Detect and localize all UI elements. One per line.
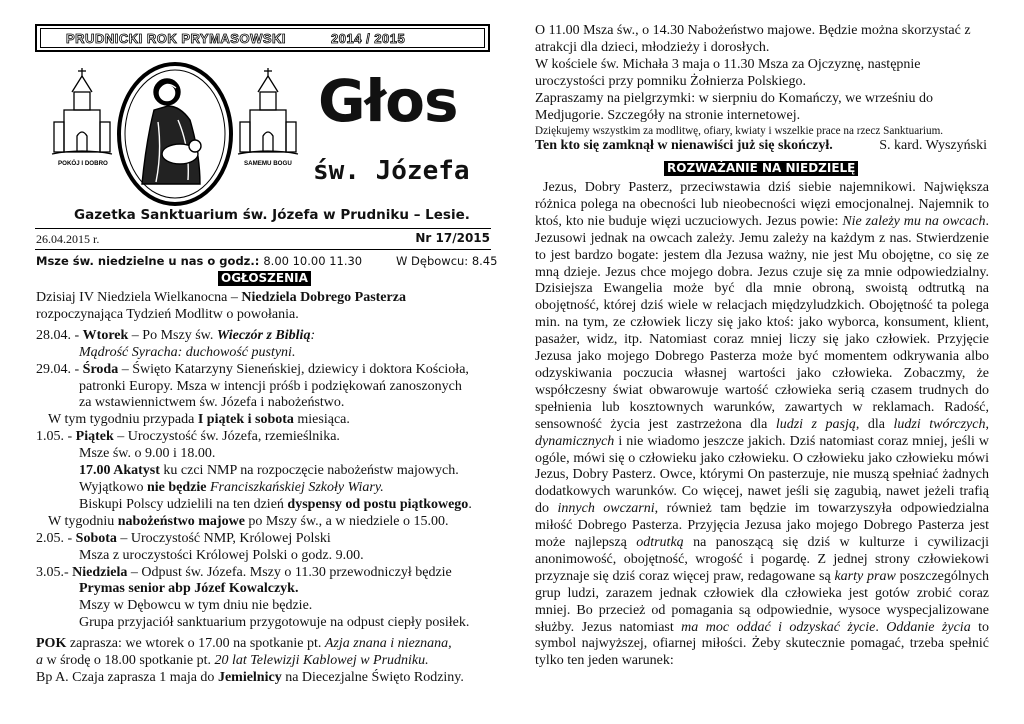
text-line: W kościele św. Michała 3 maja o 11.30 Msza za Ojczyznę, następnie bbox=[535, 56, 921, 72]
announcement-saturday: 2.05. - Sobota – Uroczystość NMP, Królowej Polski bbox=[36, 530, 331, 546]
text-line: uroczystości przy pomniku Żołnierza Polskiego. bbox=[535, 73, 806, 89]
announcement-friday: 1.05. - Piątek – Uroczystość św. Józefa, rzemieślnika. bbox=[36, 429, 340, 445]
announcement-bishop: Bp A. Czaja zaprasza 1 maja do Jemielnicy na Diecezjalne Święto Rodziny. bbox=[36, 669, 464, 685]
announcement-wednesday: 29.04. - Środa – Święto Katarzyny Sieneńskiej, dziewicy i doktora Kościoła, bbox=[36, 361, 469, 377]
announcement-line: za wstawiennictwem św. Józefa i nabożeństwo. bbox=[79, 395, 345, 411]
announcement-sunday: 3.05.- Niedziela – Odpust św. Józefa. Mszy o 11.30 przewodniczył będzie bbox=[36, 564, 452, 580]
divider bbox=[35, 228, 491, 229]
left-church-icon bbox=[52, 68, 112, 154]
banner-year: 2014 / 2015 bbox=[331, 30, 406, 46]
mass-times-label: Msze św. niedzielne u nas o godz.: bbox=[36, 254, 260, 268]
reflection-paragraph: Jezus, Dobry Pasterz, przeciwstawia dziś siebie najemnikowi. Największa różnica polega na obecności lub nieobecności więzi emocjonalnej. Najemnik to ktoś, kto nie buduje więzi uczuciowych. Jezus powie: Nie zależy mu na owcach. Jezusowi jednak na owcach zależy. Jemu zależy na każdym z nas. Stwierdzenie to jest bardzo bogate: jestem dla Jezusa ważny, nie jest Mu obojętne, co się ze mną dzieje. Jezus chce mojego dobra. Jezus czuje się za mnie odpowiedzialny. Dzisiejsza Ewangelia może być dla mnie obroną, swoistą odtrutką na obojętność, której dziś wiele w relacjach międzyludzkich. Obojętność ta polega min. na tym, ze człowiek liczy się jako ktoś: jako wyborca, konsument, klient, pasażer, widz, itp. Natomiast coraz mniej liczy się jako człowiek. Przyjęcie Jezusa jako mojego Dobrego Pasterza może być momentem odkrywania albo odzyskiwania poczucia własnej wartości jako człowieka. Zobaczmy, że współczesny świat obwarowuje wartość człowieka serią czasem trudnych do spełnienia lub kosztownych warunków, zawartych w reklamach. Radość, sensowność życia jest zastrzeżona dla ludzi z pasją, dla ludzi twórczych, dynamicznych i nie wiadomo jeszcze jakich. Dziś natomiast coraz mniej, jeśli w ogóle, mówi się o człowieku jako człowieku. O człowieku jako człowieku mówi Jezus, Dobry Pasterz. Owce, którymi On pasterzuje, nie muszą spełniać żadnych dodatkowych warunków. Co więcej, nawet jeśli się zagubią, nawet jeżeli trafią do innych owczarni, również tam będzie im towarzyszyła odpowiedzialna miłość Dobrego Pasterza. Przyjęcia Jezusa jako mojego Dobrego Pasterza jest może najlepszą odtrutką na panoszącą się dziś w kulturze i cywilizacji anonimowość, obojętność, wrogość i pogardę. Z jednej strony człowiekowi przyznaje się dziś coraz więcej praw, redagowane są karty praw poszczególnych grup ludzi, zarazem jednak człowiek dla człowieka jest gotów zrobić coraz mniej. Bo przecież od pomagania są odpowiednie, wysoce wyspecjalizowane służby. Jezus natomiast ma moc oddać i odzyskać życie. Oddanie życia to symbol najwyższej, ofiarnej miłości. Żeby skutecznie pomagać, trzeba spełnić tylko ten jeden warunek: bbox=[535, 180, 990, 669]
announcement-pok: POK zaprasza: we wtorek o 17.00 na spotkanie pt. Azja znana i nieznana, bbox=[36, 636, 452, 652]
text-line: O 11.00 Msza św., o 14.30 Nabożeństwo majowe. Będzie można skorzystać z bbox=[535, 23, 971, 38]
reflection-text bbox=[535, 180, 989, 670]
quote bbox=[535, 138, 989, 155]
announcement-line: Mszy w Dębowcu w tym dniu nie będzie. bbox=[79, 598, 313, 614]
right-column bbox=[535, 23, 989, 155]
header-banner bbox=[35, 24, 490, 52]
announcement-akatyst: 17.00 Akatyst ku czci NMP na rozpoczęcie nabożeństw majowych. bbox=[79, 463, 459, 479]
mass-times bbox=[36, 254, 362, 268]
text-line: Medjugorie. Szczegóły na stronie internetowej. bbox=[535, 107, 801, 123]
announcement-line: Msza z uroczystości Królowej Polski o godz. 9.00. bbox=[79, 547, 364, 563]
announcement-tuesday-sub: Mądrość Syracha: duchowość pustyni. bbox=[79, 344, 296, 360]
announcement-pok-2: a w środę o 18.00 spotkanie pt. 20 lat Telewizji Kablowej w Prudniku. bbox=[36, 653, 429, 669]
banner-inner bbox=[40, 28, 485, 48]
announcement-line: patronki Europy. Msza w intencji próśb i podziękowań zanoszonych bbox=[79, 378, 462, 394]
mass-times-debowiec: W Dębowcu: 8.45 bbox=[396, 254, 498, 268]
text-line: atrakcji dla dzieci, młodzieży i dorosłych. bbox=[535, 39, 770, 55]
text-line: Zapraszamy na pielgrzymki: w sierpniu do Komańczy, we wrześniu do bbox=[535, 90, 933, 106]
announcement-tuesday: 28.04. - Wtorek – Po Mszy św. Wieczór z Biblią: bbox=[36, 327, 316, 343]
issue-number: Nr 17/2015 bbox=[415, 231, 490, 245]
masthead-subtitle: św. Józefa bbox=[313, 156, 470, 186]
issue-date: 26.04.2015 r. bbox=[36, 232, 100, 246]
announcements-heading: OGŁOSZENIA bbox=[218, 271, 311, 286]
announcement-line: Msze św. o 9.00 i 18.00. bbox=[79, 446, 216, 462]
banner-title: PRUDNICKI ROK PRYMASOWSKI bbox=[66, 30, 287, 46]
right-church-icon bbox=[238, 68, 298, 154]
thanks-note: Dziękujemy wszystkim za modlitwę, ofiary, kwiaty i wszelkie prace na rzecz Sanktuarium. bbox=[535, 125, 944, 138]
logo-right-caption: SAMEMU BOGU bbox=[244, 160, 292, 167]
announcements-column bbox=[36, 290, 496, 687]
announcement-week: W tym tygodniu przypada I piątek i sobota miesiąca. bbox=[48, 412, 350, 428]
sanctuary-logo bbox=[50, 62, 302, 206]
logo-left-caption: POKÓJ I DOBRO bbox=[58, 160, 108, 167]
quote-text: Ten kto się zamknął w nienawiści już się skończył. bbox=[535, 138, 833, 154]
announcement-primate: Prymas senior abp Józef Kowalczyk. bbox=[79, 581, 299, 597]
announcement-may: W tygodniu nabożeństwo majowe po Mszy św., a w niedziele o 15.00. bbox=[48, 513, 449, 529]
announcement-dispensation: Biskupi Polscy udzielili na ten dzień dyspensy od postu piątkowego. bbox=[79, 496, 472, 512]
announcement-exception: Wyjątkowo nie będzie Franciszkańskiej Szkoły Wiary. bbox=[79, 479, 384, 495]
divider bbox=[35, 249, 491, 250]
masthead-title: Głos bbox=[318, 67, 458, 135]
intro-paragraph: Dzisiaj IV Niedziela Wielkanocna – Niedziela Dobrego Pasterza bbox=[36, 290, 406, 305]
gazette-line: Gazetka Sanktuarium św. Józefa w Prudniku – Lesie. bbox=[74, 207, 470, 223]
quote-author: S. kard. Wyszyński bbox=[879, 138, 987, 154]
mass-times-values: 8.00 10.00 11.30 bbox=[263, 254, 363, 268]
announcement-line: Grupa przyjaciół sanktuarium przygotowuje na odpust ciepły posiłek. bbox=[79, 615, 470, 631]
intro-line: rozpoczynająca Tydzień Modlitw o powołania. bbox=[36, 306, 299, 322]
reflection-heading: ROZWAŻANIE NA NIEDZIELĘ bbox=[664, 161, 858, 176]
